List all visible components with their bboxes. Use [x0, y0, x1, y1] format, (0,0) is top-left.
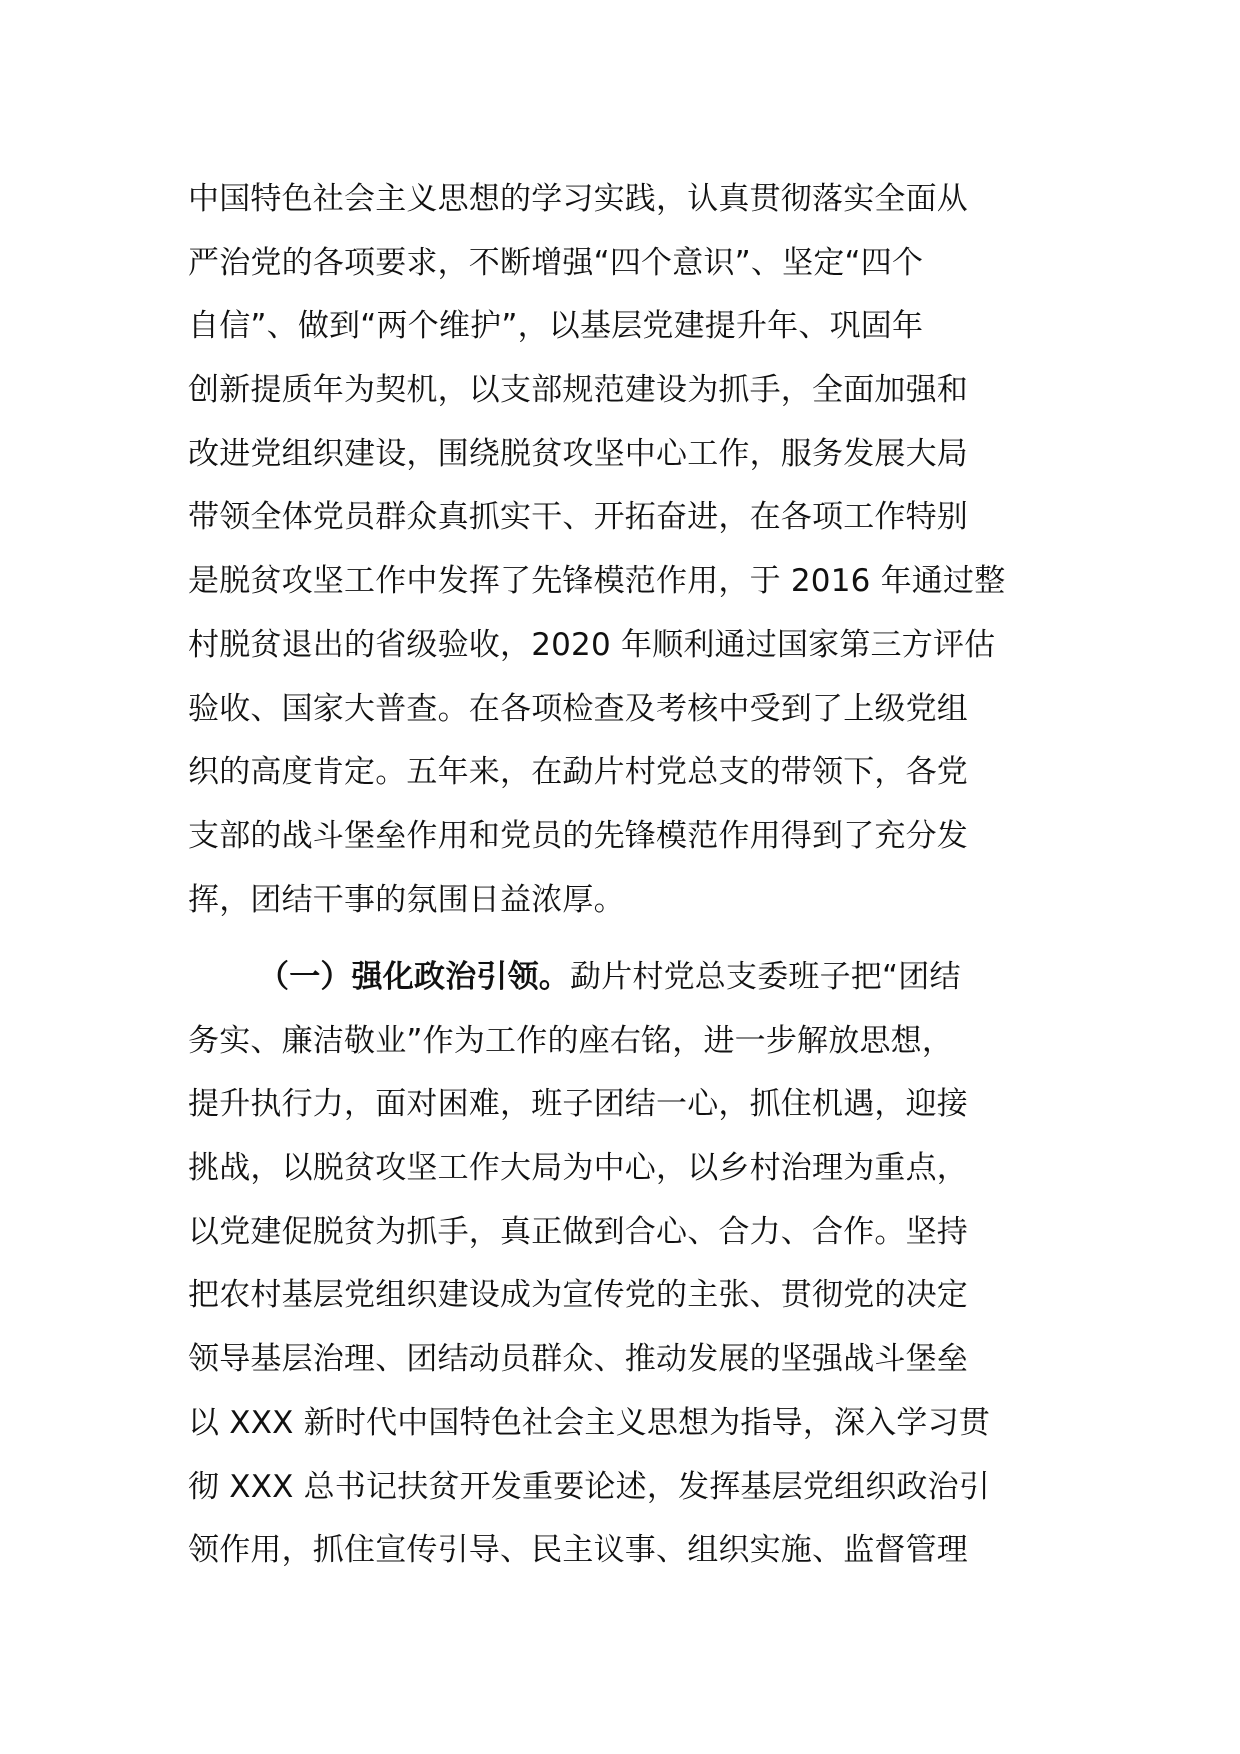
paragraph-line: 领导基层治理、团结动员群众、推动发展的坚强战斗堡垒: [188, 1341, 968, 1378]
first-line-text: 勐片村党总支委班子把“团结: [570, 959, 961, 995]
paragraph-line: 以 XXX 新时代中国特色社会主义思想为指导，深入学习贯: [188, 1404, 991, 1441]
paragraph-line: 彻 XXX 总书记扶贫开发重要论述，发挥基层党组织政治引: [188, 1468, 991, 1505]
paragraph-line: 带领全体党员群众真抓实干、开拓奋进，在各项工作特别: [188, 499, 968, 536]
paragraph-1: [188, 168, 1058, 932]
paragraph-line: 中国特色社会主义思想的学习实践，认真贯彻落实全面从: [188, 181, 968, 217]
paragraph-line: 以党建促脱贫为抓手，真正做到合心、合力、合作。坚持: [188, 1213, 968, 1250]
paragraph-line: 验收、国家大普查。在各项检查及考核中受到了上级党组: [188, 690, 968, 727]
section-heading: （一）强化政治引领。: [258, 959, 570, 995]
paragraph-line: 挑战，以脱贫攻坚工作大局为中心，以乡村治理为重点，: [188, 1150, 968, 1187]
paragraph-line: 织的高度肯定。五年来，在勐片村党总支的带领下，各党: [188, 754, 968, 791]
paragraph-line: 领作用，抓住宣传引导、民主议事、组织实施、监督管理: [188, 1532, 968, 1569]
paragraph-line: 务实、廉洁敬业”作为工作的座右铭，进一步解放思想，: [188, 1022, 954, 1059]
paragraph-2: [188, 946, 1058, 1583]
paragraph-line: 严治党的各项要求，不断增强“四个意识”、坚定“四个: [188, 244, 924, 281]
paragraph-line: 改进党组织建设，围绕脱贫攻坚中心工作，服务发展大局: [188, 435, 968, 472]
paragraph-line: 支部的战斗堡垒作用和党员的先锋模范作用得到了充分发: [188, 817, 968, 854]
paragraph-line: 村脱贫退出的省级验收，2020 年顺利通过国家第三方评估: [188, 626, 996, 663]
paragraph-line: 挥，团结干事的氛围日益浓厚。: [188, 881, 625, 918]
paragraph-line: 创新提质年为契机，以支部规范建设为抓手，全面加强和: [188, 372, 968, 409]
paragraph-first-line: [188, 946, 1058, 1010]
paragraph-line: 提升执行力，面对困难，班子团结一心，抓住机遇，迎接: [188, 1086, 968, 1123]
paragraph-line: 是脱贫攻坚工作中发挥了先锋模范作用，于 2016 年通过整: [188, 563, 1006, 600]
paragraph-line: 自信”、做到“两个维护”，以基层党建提升年、巩固年: [188, 308, 924, 345]
paragraph-line: 把农村基层党组织建设成为宣传党的主张、贯彻党的决定: [188, 1277, 968, 1314]
